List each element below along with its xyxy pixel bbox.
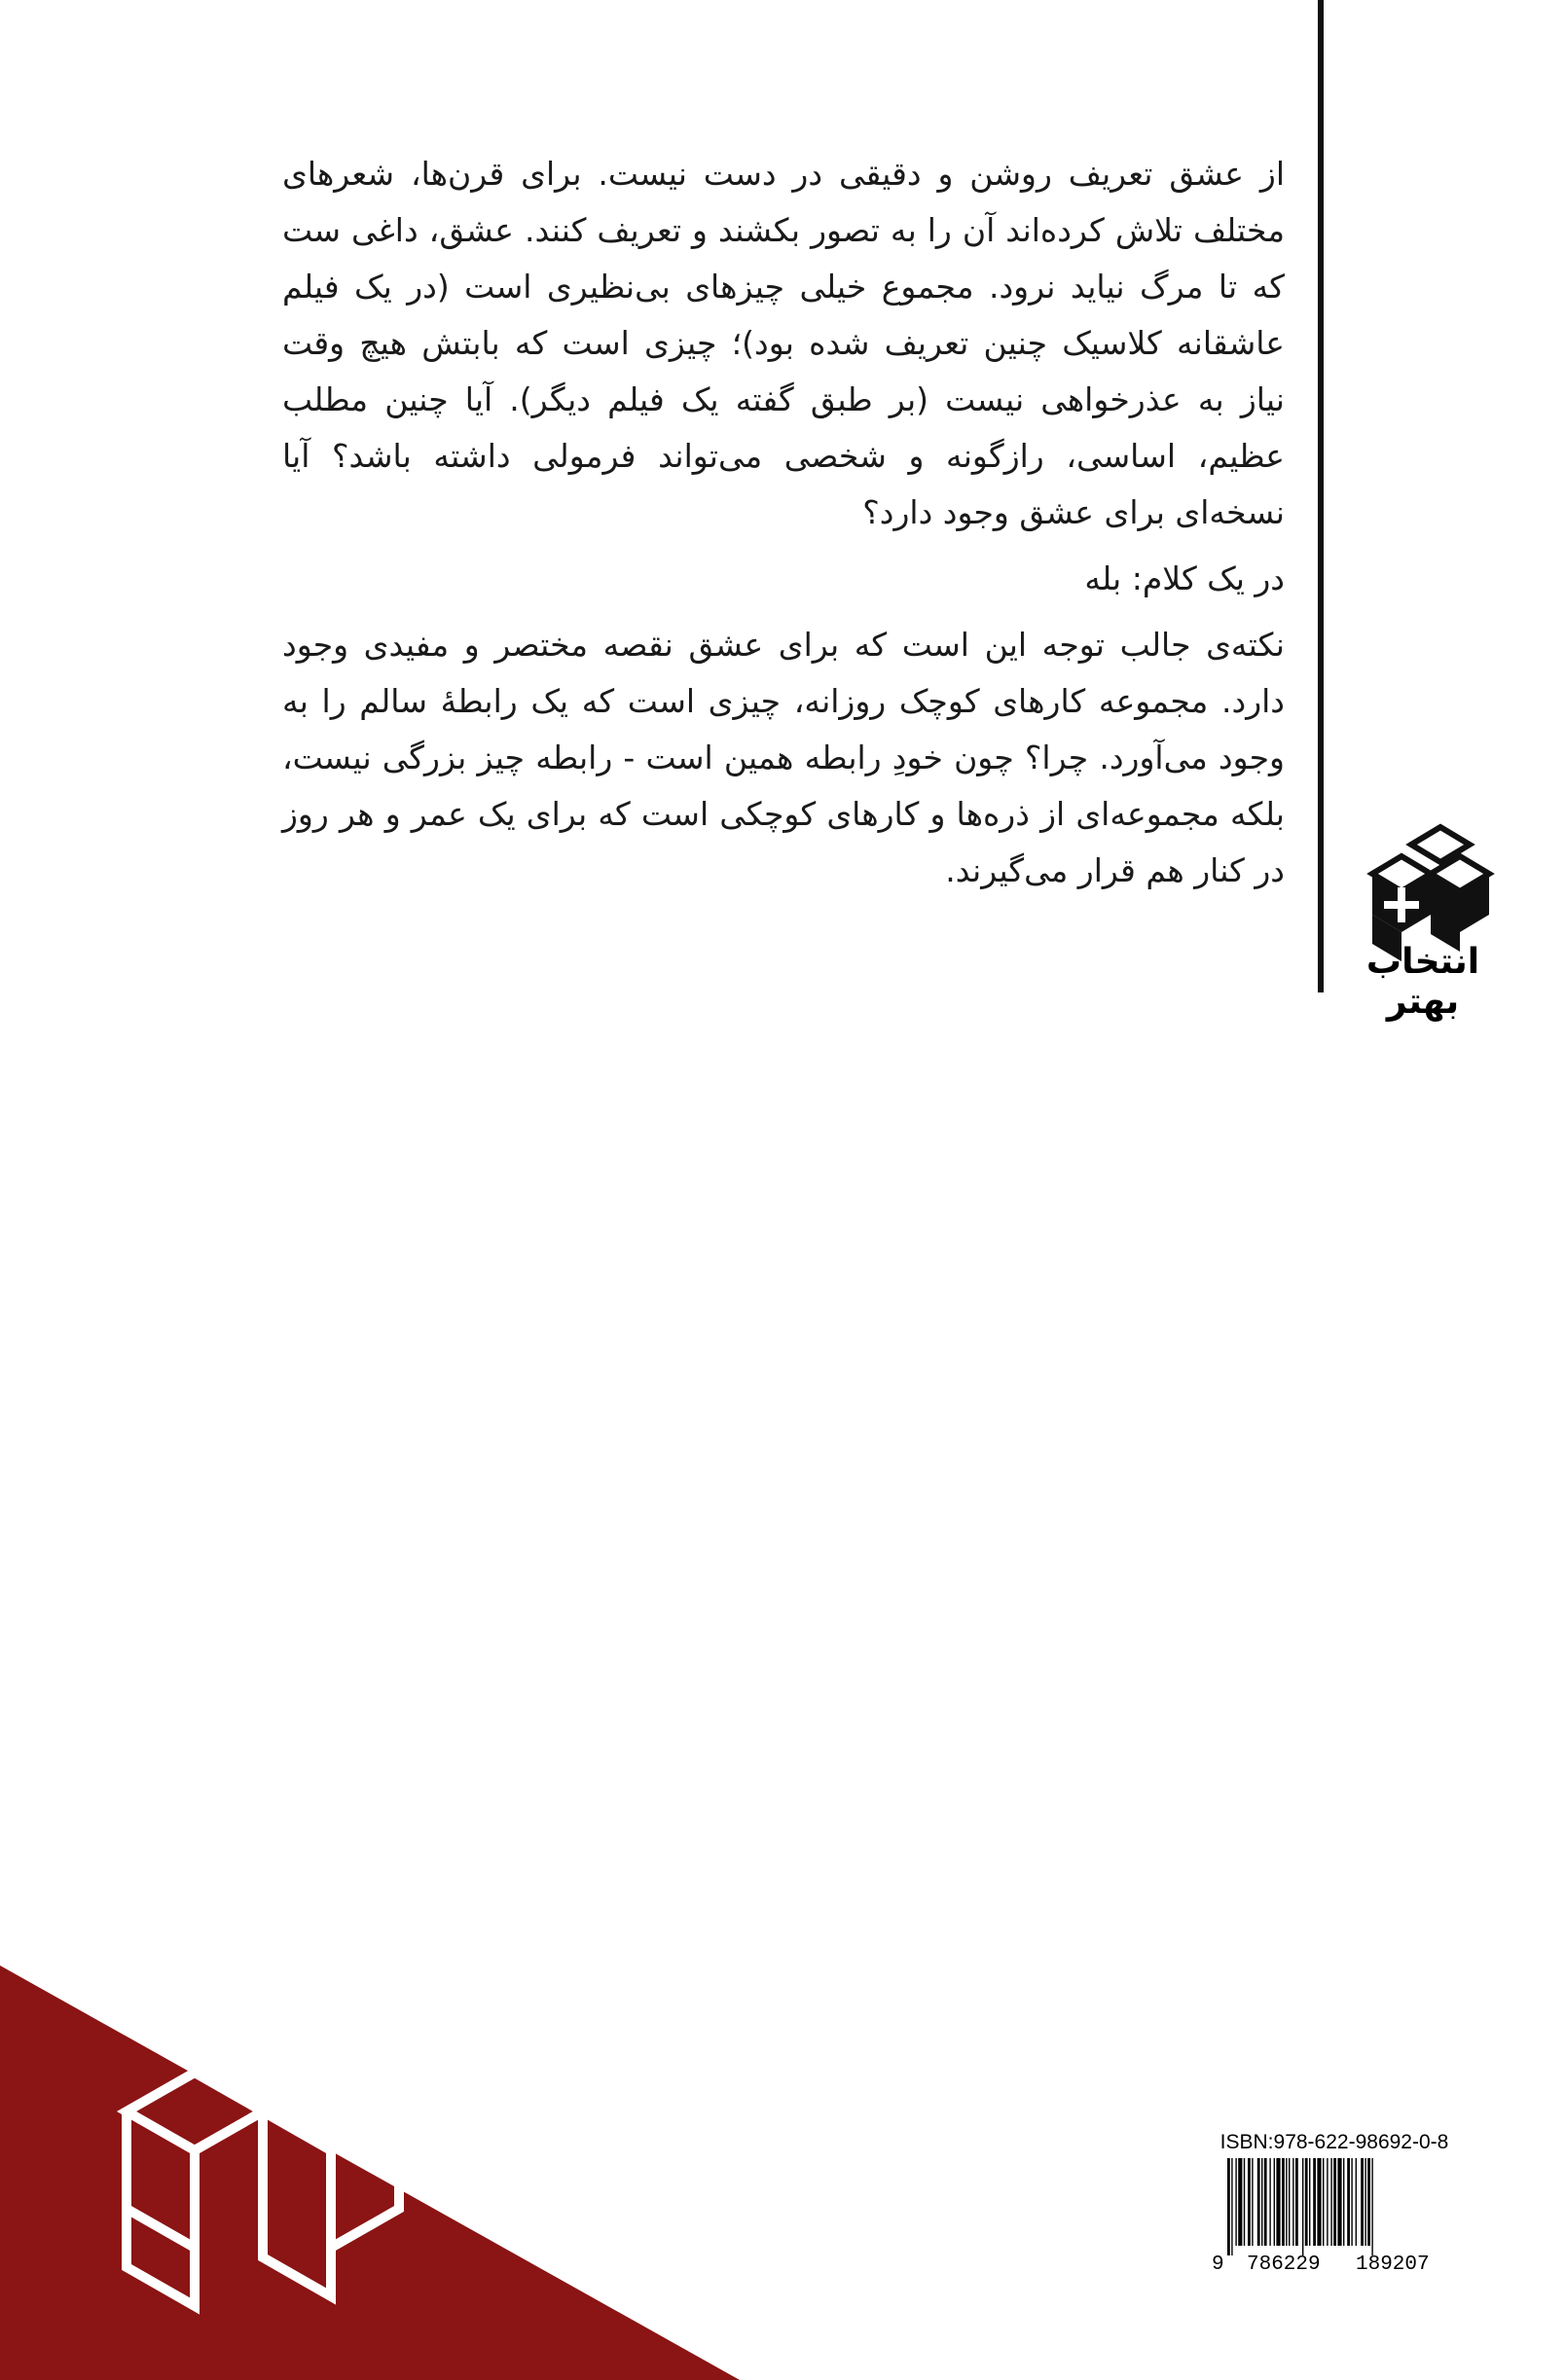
isbn-label: ISBN:978-622-98692-0-8 (1219, 2131, 1449, 2153)
publisher-name: انتخاب بهتر (1365, 942, 1480, 1022)
barcode-lead-digit: 9 (1212, 2254, 1224, 2276)
barcode-bar (1244, 2158, 1245, 2246)
blurb-paragraph-2: در یک کلام: بله (1084, 559, 1285, 597)
barcode-digits (1212, 2254, 1457, 2281)
barcode-bar (1302, 2158, 1303, 2255)
spine-divider-line (1318, 0, 1324, 992)
barcode-bar (1361, 2158, 1364, 2246)
barcode-bar (1269, 2158, 1270, 2246)
barcode-bar (1347, 2158, 1350, 2246)
barcode-bar (1248, 2158, 1251, 2246)
barcode-bar (1257, 2158, 1260, 2246)
blurb-paragraph-3: نکته‌ی جالب توجه این است که برای عشق نقصه مختصر و مفیدی وجود دارد. مجموعه کارهای کوچک روزانه، چیزی است که یک رابطهٔ سالم را به وجود می‌آورد. چرا؟ چون خودِ رابطه همین است - رابطه چیز بزرگی نیست، بلکه مجموعه‌ای از ذره‌ها و کارهای کوچکی است که برای یک عمر و هر روز در کنار هم قرار می‌گیرند. (282, 626, 1285, 889)
barcode-bar (1238, 2158, 1242, 2246)
barcode-bar (1305, 2158, 1308, 2246)
barcode-bar (1292, 2158, 1293, 2246)
barcode-bars (1218, 2158, 1451, 2255)
barcode-bar (1356, 2158, 1357, 2246)
barcode-bar (1261, 2158, 1262, 2246)
barcode-bar (1295, 2158, 1298, 2246)
barcode-bar (1317, 2158, 1321, 2246)
barcode-bar (1323, 2158, 1324, 2246)
barcode-bar (1282, 2158, 1285, 2246)
back-cover-blurb (282, 146, 1285, 899)
barcode-left-digits: 786229 (1247, 2254, 1321, 2276)
barcode-bar (1337, 2158, 1341, 2246)
barcode-bar (1227, 2158, 1230, 2255)
red-corner-decoration (0, 1965, 740, 2380)
barcode-bar (1235, 2158, 1236, 2246)
barcode-bar (1371, 2158, 1372, 2255)
barcode-bar (1343, 2158, 1344, 2246)
barcode-bar (1274, 2158, 1275, 2246)
barcode-bar (1276, 2158, 1280, 2246)
barcode-bar (1286, 2158, 1287, 2246)
barcode-bar (1231, 2158, 1232, 2255)
barcode-bar (1252, 2158, 1253, 2246)
barcode-bar (1333, 2158, 1336, 2246)
barcode-area (1212, 2131, 1457, 2287)
barcode-bar (1351, 2158, 1352, 2246)
blurb-paragraph-1: از عشق تعریف روشن و دقیقی در دست نیست. برای قرن‌ها، شعرهای مختلف تلاش کرده‌اند آن را به تصور بکشند و تعریف کنند. عشق، داغی ست که تا مرگ نیاید نرود. مجموع خیلی چیزهای بی‌نظیری است (در یک فیلم عاشقانه کلاسیک چنین تعریف شده بود)؛ چیزی است که بابتش هیچ وقت نیاز به عذرخواهی نیست (بر طبق گفته یک فیلم دیگر). آیا چنین مطلب عظیم، اساسی، رازگونه و شخصی می‌تواند فرمولی داشته باشد؟ آیا نسخه‌ای برای عشق وجود دارد؟ (282, 155, 1285, 531)
barcode-bar (1309, 2158, 1310, 2246)
barcode-bar (1289, 2158, 1290, 2246)
barcode-bar (1367, 2158, 1370, 2246)
barcode-right-digits: 189207 (1356, 2254, 1430, 2276)
barcode-bar (1330, 2158, 1331, 2246)
barcode-bar (1313, 2158, 1316, 2246)
barcode-bar (1264, 2158, 1267, 2246)
barcode-bar (1327, 2158, 1328, 2246)
